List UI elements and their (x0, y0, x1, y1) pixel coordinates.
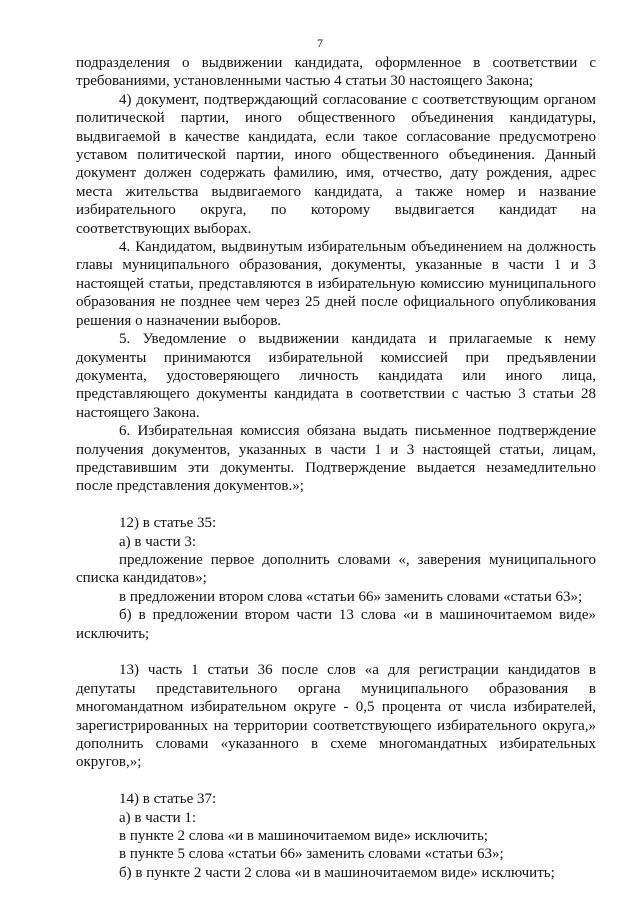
paragraph (76, 827, 596, 845)
paragraph (76, 551, 596, 588)
paragraph-line: предложение первое дополнить словами «, заверения муниципального (119, 551, 596, 568)
paragraph-line: в пункте 2 слова «и в машиночитаемом виде» исключить; (119, 828, 488, 845)
paragraph-line: 4. Кандидатом, выдвинутым избирательным объединением на должность (119, 239, 596, 256)
paragraph-line: депутаты представительного органа муниципального образования в (76, 680, 596, 697)
paragraph-line: уставом политической партии, иного общественного объединения. Данный (76, 147, 596, 164)
paragraph-line: дополнить словами «указанного в схеме многомандатных избирательных (76, 736, 596, 752)
paragraph-line: документа, удостоверяющего личность кандидата или иного лица, (76, 367, 596, 384)
paragraph-line: документы принимаются избирательной комиссией при предъявлении (76, 349, 596, 366)
paragraph-line: а) в части 1: (119, 809, 197, 826)
paragraph-line: выдвигаемой в качестве кандидата, если такое согласование предусмотрено (76, 128, 596, 145)
paragraph-line: документ должен содержать фамилию, имя, отчество, дату рождения, адрес (76, 165, 596, 182)
paragraph (76, 91, 596, 238)
paragraph (76, 606, 596, 643)
paragraph-line: многомандатном избирательном округе - 0,5 процента от числа избирателей, (76, 699, 596, 716)
paragraph (76, 422, 596, 496)
document-body (76, 54, 596, 882)
paragraph-line: представившим эти документы. Подтверждение выдается незамедлительно (76, 459, 596, 476)
paragraph-spacer (76, 643, 596, 661)
paragraph-line: представляющего документы кандидата в соответствии с частью 3 статьи 28 (76, 386, 596, 403)
paragraph-line: зарегистрированных на территории соответствующего избирательного округа,» (76, 717, 596, 734)
paragraph-line: настоящей статьи, представляются в избирательную комиссию муниципального (76, 275, 596, 292)
paragraph-line: после представления документов.»; (76, 478, 304, 495)
paragraph-line: округов,»; (76, 754, 142, 771)
paragraph-line: места жительства выдвигаемого кандидата, а также номер и название (76, 183, 596, 200)
paragraph-line: главы муниципального образования, документы, указанные в части 1 и 3 (76, 257, 596, 274)
paragraph-line: получения документов, указанных в части 1 и 3 настоящей статьи, лицам, (76, 441, 596, 458)
paragraph-line: подразделения о выдвижении кандидата, оформленное в соответствии с (76, 55, 596, 71)
paragraph (76, 790, 596, 808)
paragraph-line: 5. Уведомление о выдвижении кандидата и прилагаемые к нему (119, 331, 596, 348)
paragraph (76, 809, 596, 827)
paragraph-spacer (76, 772, 596, 790)
paragraph-line: настоящего Закона. (76, 404, 200, 421)
paragraph-line: в пункте 5 слова «статьи 66» заменить словами «статьи 63»; (119, 846, 504, 863)
paragraph-line: 14) в статье 37: (119, 791, 217, 808)
paragraph (76, 238, 596, 330)
paragraph-line: 6. Избирательная комиссия обязана выдать письменное подтверждение (119, 423, 596, 440)
paragraph (76, 845, 596, 863)
page-number: 7 (317, 36, 323, 50)
paragraph-line: решения о назначении выборов. (76, 312, 282, 329)
paragraph (76, 588, 596, 606)
paragraph-line: избирательного округа, по которому выдвигается кандидат на (76, 202, 596, 219)
paragraph-line: а) в части 3: (119, 533, 197, 550)
paragraph-line: списка кандидатов»; (76, 570, 207, 587)
paragraph (76, 864, 596, 882)
paragraph-line: б) в предложении втором части 13 слова «и в машиночитаемом виде» (119, 607, 596, 624)
paragraph (76, 330, 596, 422)
paragraph-line: б) в пункте 2 части 2 слова «и в машиночитаемом виде» исключить; (119, 864, 555, 881)
paragraph-line: 12) в статье 35: (119, 515, 217, 532)
paragraph (76, 661, 596, 771)
paragraph-line: 4) документ, подтверждающий согласование с соответствующим органом (119, 91, 596, 108)
paragraph-line: образования не позднее чем через 25 дней после официального опубликования (76, 294, 596, 311)
paragraph-line: исключить; (76, 625, 150, 642)
paragraph-line: соответствующих выборах. (76, 220, 252, 237)
paragraph (76, 54, 596, 91)
paragraph-line: 13) часть 1 статьи 36 после слов «а для регистрации кандидатов в (119, 662, 596, 679)
paragraph-line: требованиями, установленными частью 4 статьи 30 настоящего Закона; (76, 73, 534, 90)
paragraph (76, 514, 596, 532)
paragraph-spacer (76, 496, 596, 514)
paragraph-line: политической партии, иного общественного объединения кандидатуры, (76, 110, 596, 127)
paragraph (76, 533, 596, 551)
paragraph-line: в предложении втором слова «статьи 66» заменить словами «статьи 63»; (119, 588, 583, 605)
